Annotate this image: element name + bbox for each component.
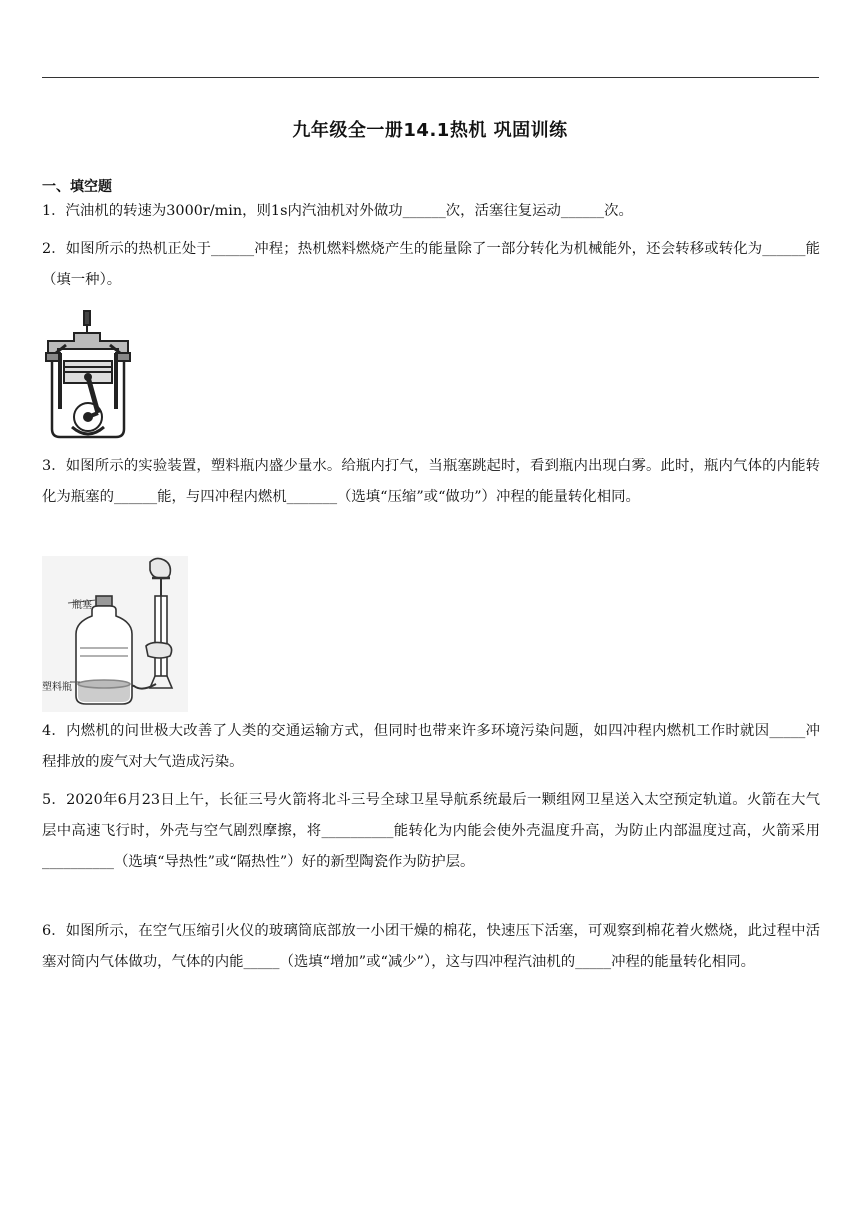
engine-cylinder-figure <box>44 309 132 441</box>
question-3: 3．如图所示的实验装置，塑料瓶内盛少量水。给瓶内打气，当瓶塞跳起时，看到瓶内出现白雾。此时，瓶内气体的内能转化为瓶塞的______能，与四冲程内燃机_______（选填“压缩”或“做功”）冲程的能量转化相同。 <box>42 458 820 505</box>
label-bottle: 塑料瓶 <box>42 682 72 693</box>
question-6: 6．如图所示，在空气压缩引火仪的玻璃筒底部放一小团干燥的棉花，快速压下活塞，可观察到棉花着火燃烧，此过程中活塞对筒内气体做功，气体的内能_____（选填“增加”或“减少”），这与四冲程汽油机的_____冲程的能量转化相同。 <box>42 923 820 970</box>
bottle-pump-figure <box>42 556 188 712</box>
section-heading: 一、填空题 <box>42 179 112 195</box>
question-1: 1．汽油机的转速为3000r/min，则1s内汽油机对外做功______次，活塞往复运动______次。 <box>42 203 633 219</box>
header-rule <box>42 77 819 78</box>
label-stopper: 瓶塞 <box>72 600 92 611</box>
question-4: 4．内燃机的问世极大改善了人类的交通运输方式，但同时也带来许多环境污染问题，如四冲程内燃机工作时就因_____冲程排放的废气对大气造成污染。 <box>42 723 820 770</box>
page-title: 九年级全一册14.1热机 巩固训练 <box>292 120 568 141</box>
question-2: 2．如图所示的热机正处于______冲程；热机燃料燃烧产生的能量除了一部分转化为机械能外，还会转移或转化为______能（填一种）。 <box>42 241 820 288</box>
question-5: 5．2020年6月23日上午，长征三号火箭将北斗三号全球卫星导航系统最后一颗组网卫星送入太空预定轨道。火箭在大气层中高速飞行时，外壳与空气剧烈摩擦，将__________能转化为内能会使外壳温度升高，为防止内部温度过高，火箭采用__________（选填“导热性”或“隔热性”）好的新型陶瓷作为防护层。 <box>42 792 820 870</box>
